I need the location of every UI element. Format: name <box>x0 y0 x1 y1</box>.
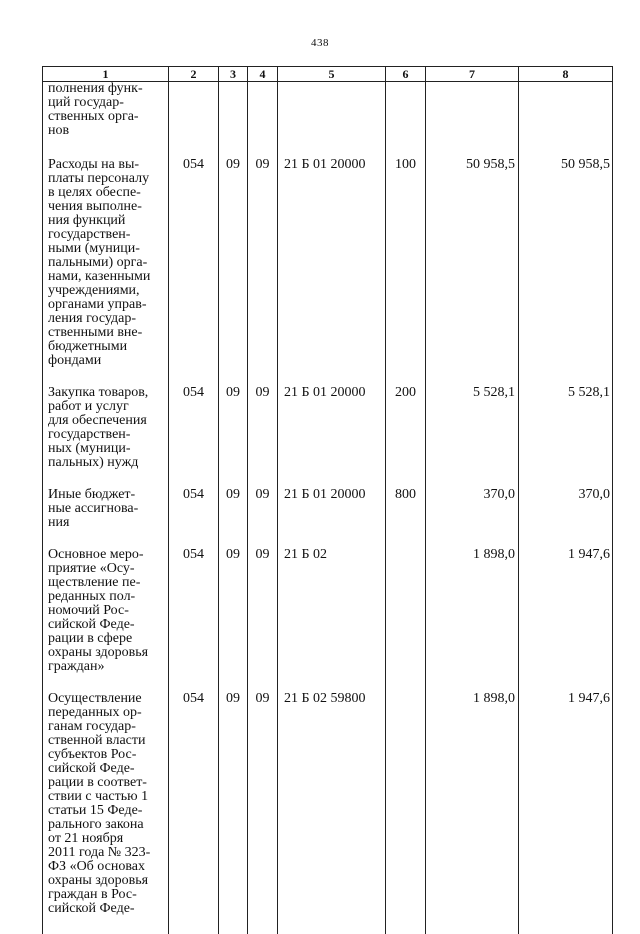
table-row <box>43 386 613 488</box>
row-target-article: 21 Б 01 20000 <box>278 158 386 386</box>
row-target-article <box>278 82 386 159</box>
row-name: Закупка товаров, работ и услуг для обеспечения государствен- ных (муници- пальных) нужд <box>43 386 169 488</box>
row-amount-col7: 5 528,1 <box>426 386 519 488</box>
row-subsection: 09 <box>248 488 278 548</box>
row-section: 09 <box>219 488 248 548</box>
row-target-article: 21 Б 01 20000 <box>278 488 386 548</box>
header-col-4: 4 <box>248 67 278 82</box>
row-subsection: 09 <box>248 158 278 386</box>
row-section <box>219 82 248 159</box>
row-amount-col8: 5 528,1 <box>519 386 613 488</box>
row-ministry-code: 054 <box>169 692 219 934</box>
row-subsection: 09 <box>248 692 278 934</box>
row-target-article: 21 Б 01 20000 <box>278 386 386 488</box>
row-amount-col7: 50 958,5 <box>426 158 519 386</box>
header-col-2: 2 <box>169 67 219 82</box>
table-row <box>43 692 613 934</box>
header-col-3: 3 <box>219 67 248 82</box>
row-expense-type: 200 <box>386 386 426 488</box>
header-col-7: 7 <box>426 67 519 82</box>
row-name: полнения функ- ций государ- ственных орга- нов <box>43 82 169 159</box>
row-amount-col7: 1 898,0 <box>426 548 519 692</box>
row-name: Иные бюджет- ные ассигнова- ния <box>43 488 169 548</box>
row-ministry-code <box>169 82 219 159</box>
header-col-8: 8 <box>519 67 613 82</box>
budget-table <box>42 66 613 934</box>
row-section: 09 <box>219 692 248 934</box>
row-ministry-code: 054 <box>169 386 219 488</box>
row-amount-col7: 370,0 <box>426 488 519 548</box>
row-expense-type: 800 <box>386 488 426 548</box>
row-target-article: 21 Б 02 59800 <box>278 692 386 934</box>
row-section: 09 <box>219 548 248 692</box>
row-ministry-code: 054 <box>169 548 219 692</box>
row-expense-type: 100 <box>386 158 426 386</box>
row-name: Расходы на вы- платы персоналу в целях обеспе- чения выполне- ния функций государствен- ными (муници- пальными) орга- нами, казенными учреждениями, органами управ- ления государ- ственными вне- бюджетными фондами <box>43 158 169 386</box>
table-row <box>43 548 613 692</box>
row-amount-col8: 1 947,6 <box>519 692 613 934</box>
row-name: Осуществление переданных ор- ганам государ- ственной власти субъектов Рос- сийской Феде- рации в соответ- ствии с частью 1 статьи 15 Феде- рального закона от 21 ноября 2011 года № 323- ФЗ «Об основах охраны здоровья граждан в Рос- сийской Феде- <box>43 692 169 934</box>
row-ministry-code: 054 <box>169 488 219 548</box>
row-section: 09 <box>219 158 248 386</box>
table-header-row <box>43 67 613 82</box>
row-amount-col8: 370,0 <box>519 488 613 548</box>
row-expense-type <box>386 548 426 692</box>
row-target-article: 21 Б 02 <box>278 548 386 692</box>
header-col-5: 5 <box>278 67 386 82</box>
table-row <box>43 488 613 548</box>
header-col-1: 1 <box>43 67 169 82</box>
table-row <box>43 82 613 159</box>
row-amount-col8 <box>519 82 613 159</box>
table-row <box>43 158 613 386</box>
row-amount-col8: 1 947,6 <box>519 548 613 692</box>
header-col-6: 6 <box>386 67 426 82</box>
row-subsection <box>248 82 278 159</box>
row-name: Основное меро- приятие «Осу- ществление пе- реданных пол- номочий Рос- сийской Феде- рации в сфере охраны здоровья граждан» <box>43 548 169 692</box>
row-ministry-code: 054 <box>169 158 219 386</box>
row-expense-type <box>386 82 426 159</box>
row-expense-type <box>386 692 426 934</box>
row-amount-col7: 1 898,0 <box>426 692 519 934</box>
row-section: 09 <box>219 386 248 488</box>
row-amount-col7 <box>426 82 519 159</box>
row-subsection: 09 <box>248 548 278 692</box>
row-subsection: 09 <box>248 386 278 488</box>
page-number: 438 <box>311 37 329 49</box>
row-amount-col8: 50 958,5 <box>519 158 613 386</box>
